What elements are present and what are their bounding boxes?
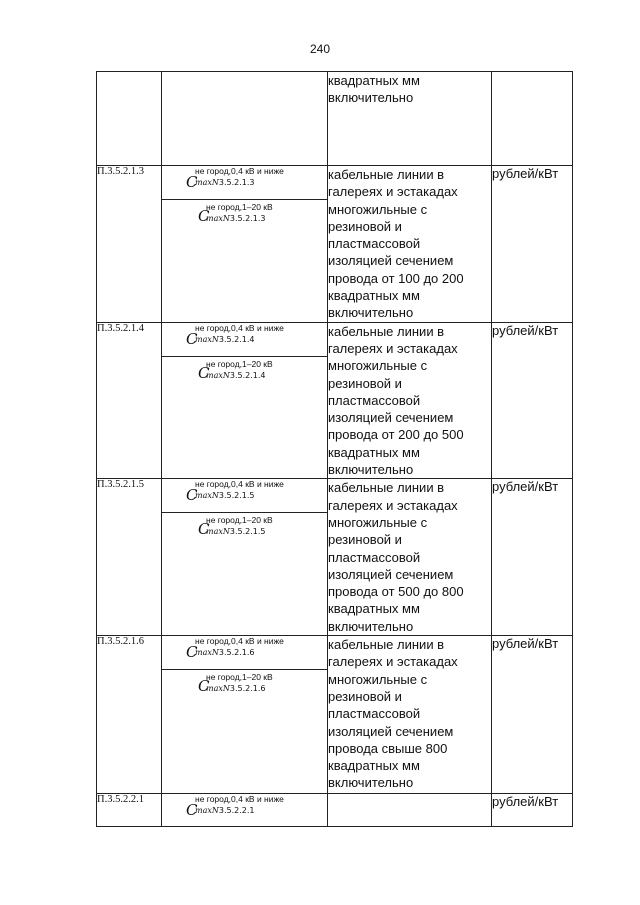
symbol-letter: C (198, 207, 210, 225)
symbol-subscript-num: 3.5.2.1.6 (229, 684, 266, 694)
tariff-symbol (162, 356, 327, 389)
description-line: изоляцией сечением (328, 410, 454, 426)
symbol-subscript-var: maxN (195, 178, 219, 187)
symbol-subscript-num: 3.5.2.1.6 (218, 648, 255, 658)
symbol-superscript: не город,1–20 кВ (206, 202, 273, 212)
description-line: квадратных мм (328, 73, 420, 88)
description-line: квадратных мм (328, 444, 420, 460)
description-line: изоляцией сечением (328, 723, 454, 739)
symbol-superscript: не город,0,4 кВ и ниже (195, 794, 284, 805)
symbol-letter: C (186, 643, 198, 662)
code-cell: П.3.5.2.1.4 (97, 322, 162, 479)
symbol-letter: C (198, 520, 210, 539)
symbol-letter: C (186, 486, 198, 505)
tariff-symbol (162, 512, 327, 545)
symbol-subscript (206, 214, 266, 223)
unit-cell: рублей/кВт (492, 794, 573, 827)
code-cell: П.3.5.2.1.6 (97, 636, 162, 794)
symbol-subscript (195, 491, 255, 500)
symbol-subscript-var: maxN (206, 214, 230, 223)
description-line: квадратных мм (328, 758, 420, 774)
symbol-cell (162, 72, 328, 166)
symbol-subscript (206, 371, 266, 380)
description-line: галереях и эстакадах (328, 654, 458, 670)
symbol-subscript-var: maxN (195, 491, 219, 501)
code-cell: П.3.5.2.1.3 (97, 166, 162, 323)
description-line: провода от 500 до 800 (328, 584, 464, 600)
symbol-cell (162, 322, 328, 479)
description-cell (328, 636, 492, 794)
description-line: резиновой и (328, 688, 402, 704)
symbol-subscript-var: maxN (206, 684, 230, 694)
description-line: галереях и эстакадах (328, 497, 458, 513)
symbol-cell (162, 794, 328, 827)
tariff-table (96, 71, 573, 827)
symbol-letter: C (186, 329, 198, 348)
description-line: пластмассовой (328, 236, 421, 252)
description-line: изоляцией сечением (328, 253, 454, 269)
description-cell (328, 794, 492, 827)
description-line: многожильные с (328, 358, 428, 374)
symbol-subscript (195, 648, 255, 657)
description-line: кабельные линии в (328, 480, 445, 496)
symbol-superscript: не город,0,4 кВ и ниже (195, 479, 284, 490)
code-cell: П.3.5.2.1.5 (97, 479, 162, 636)
symbol-superscript: не город,1–20 кВ (206, 358, 273, 369)
unit-cell (492, 72, 573, 166)
description-line: галереях и эстакадах (328, 340, 458, 356)
description-line: провода от 100 до 200 (328, 270, 464, 286)
symbol-letter: C (198, 363, 210, 382)
symbol-subscript-var: maxN (195, 648, 219, 658)
symbol-subscript-var: maxN (195, 334, 219, 344)
description-line: включительно (328, 462, 414, 478)
symbol-subscript (206, 527, 266, 536)
symbol-subscript-num: 3.5.2.1.4 (218, 334, 255, 344)
description-line: провода свыше 800 (328, 740, 448, 756)
symbol-subscript-num: 3.5.2.2.1 (218, 806, 255, 816)
description-line: кабельные линии в (328, 323, 445, 339)
description-line: резиновой и (328, 532, 402, 548)
symbol-subscript-var: maxN (206, 370, 230, 380)
symbol-subscript-num: 3.5.2.1.4 (229, 370, 266, 380)
description-line: включительно (328, 775, 414, 791)
description-line: пластмассовой (328, 706, 421, 722)
unit-cell: рублей/кВт (492, 636, 573, 794)
symbol-subscript-var: maxN (195, 806, 219, 816)
description-cell (328, 479, 492, 636)
symbol-subscript (195, 178, 255, 187)
table-row-continuation (97, 72, 573, 166)
symbol-subscript-num: 3.5.2.1.5 (229, 527, 266, 537)
description-cell (328, 166, 492, 323)
symbol-subscript-var: maxN (206, 527, 230, 537)
table-row (97, 166, 573, 323)
symbol-superscript: не город,1–20 кВ (206, 515, 273, 526)
symbol-letter: C (186, 173, 198, 191)
symbol-superscript: не город,0,4 кВ и ниже (195, 636, 284, 647)
description-line: многожильные с (328, 201, 428, 217)
symbol-subscript (195, 335, 255, 344)
symbol-letter: C (198, 677, 210, 696)
description-line: квадратных мм (328, 288, 420, 304)
tariff-symbol (162, 199, 327, 232)
description-line: включительно (328, 305, 414, 321)
table-row-last (97, 794, 573, 827)
description-line: галереях и эстакадах (328, 184, 458, 200)
symbol-subscript-num: 3.5.2.1.3 (218, 178, 255, 187)
symbol-superscript: не город,1–20 кВ (206, 672, 273, 683)
tariff-symbol (162, 794, 327, 826)
symbol-cell (162, 166, 328, 323)
description-line: пластмассовой (328, 392, 421, 408)
tariff-symbol (162, 636, 327, 668)
description-line: квадратных мм (328, 601, 420, 617)
page-number: 240 (309, 42, 331, 56)
symbol-cell (162, 636, 328, 794)
table-row (97, 636, 573, 794)
symbol-superscript: не город,0,4 кВ и ниже (195, 166, 284, 176)
table-row (97, 479, 573, 636)
description-line: провода от 200 до 500 (328, 427, 464, 443)
symbol-subscript-num: 3.5.2.1.3 (229, 214, 266, 223)
unit-cell: рублей/кВт (492, 322, 573, 479)
code-cell: П.3.5.2.2.1 (97, 794, 162, 827)
description-line: включительно (328, 90, 414, 106)
unit-cell: рублей/кВт (492, 479, 573, 636)
symbol-subscript (195, 806, 255, 815)
description-cell (328, 72, 492, 166)
symbol-subscript-num: 3.5.2.1.5 (218, 491, 255, 501)
tariff-symbol (162, 479, 327, 511)
unit-cell: рублей/кВт (492, 166, 573, 323)
tariff-symbol (162, 166, 327, 198)
code-cell (97, 72, 162, 166)
description-line: резиновой и (328, 375, 402, 391)
symbol-letter: C (186, 801, 198, 820)
description-line: включительно (328, 618, 414, 634)
description-cell (328, 322, 492, 479)
description-line: кабельные линии в (328, 167, 445, 182)
description-line: пластмассовой (328, 549, 421, 565)
tariff-symbol (162, 669, 327, 702)
table-row (97, 322, 573, 479)
description-line: многожильные с (328, 671, 428, 687)
symbol-superscript: не город,0,4 кВ и ниже (195, 322, 284, 333)
description-line: изоляцией сечением (328, 566, 454, 582)
description-line: многожильные с (328, 514, 428, 530)
symbol-subscript (206, 684, 266, 693)
tariff-symbol (162, 323, 327, 355)
symbol-cell (162, 479, 328, 636)
description-line: резиновой и (328, 218, 402, 234)
description-line: кабельные линии в (328, 637, 445, 653)
